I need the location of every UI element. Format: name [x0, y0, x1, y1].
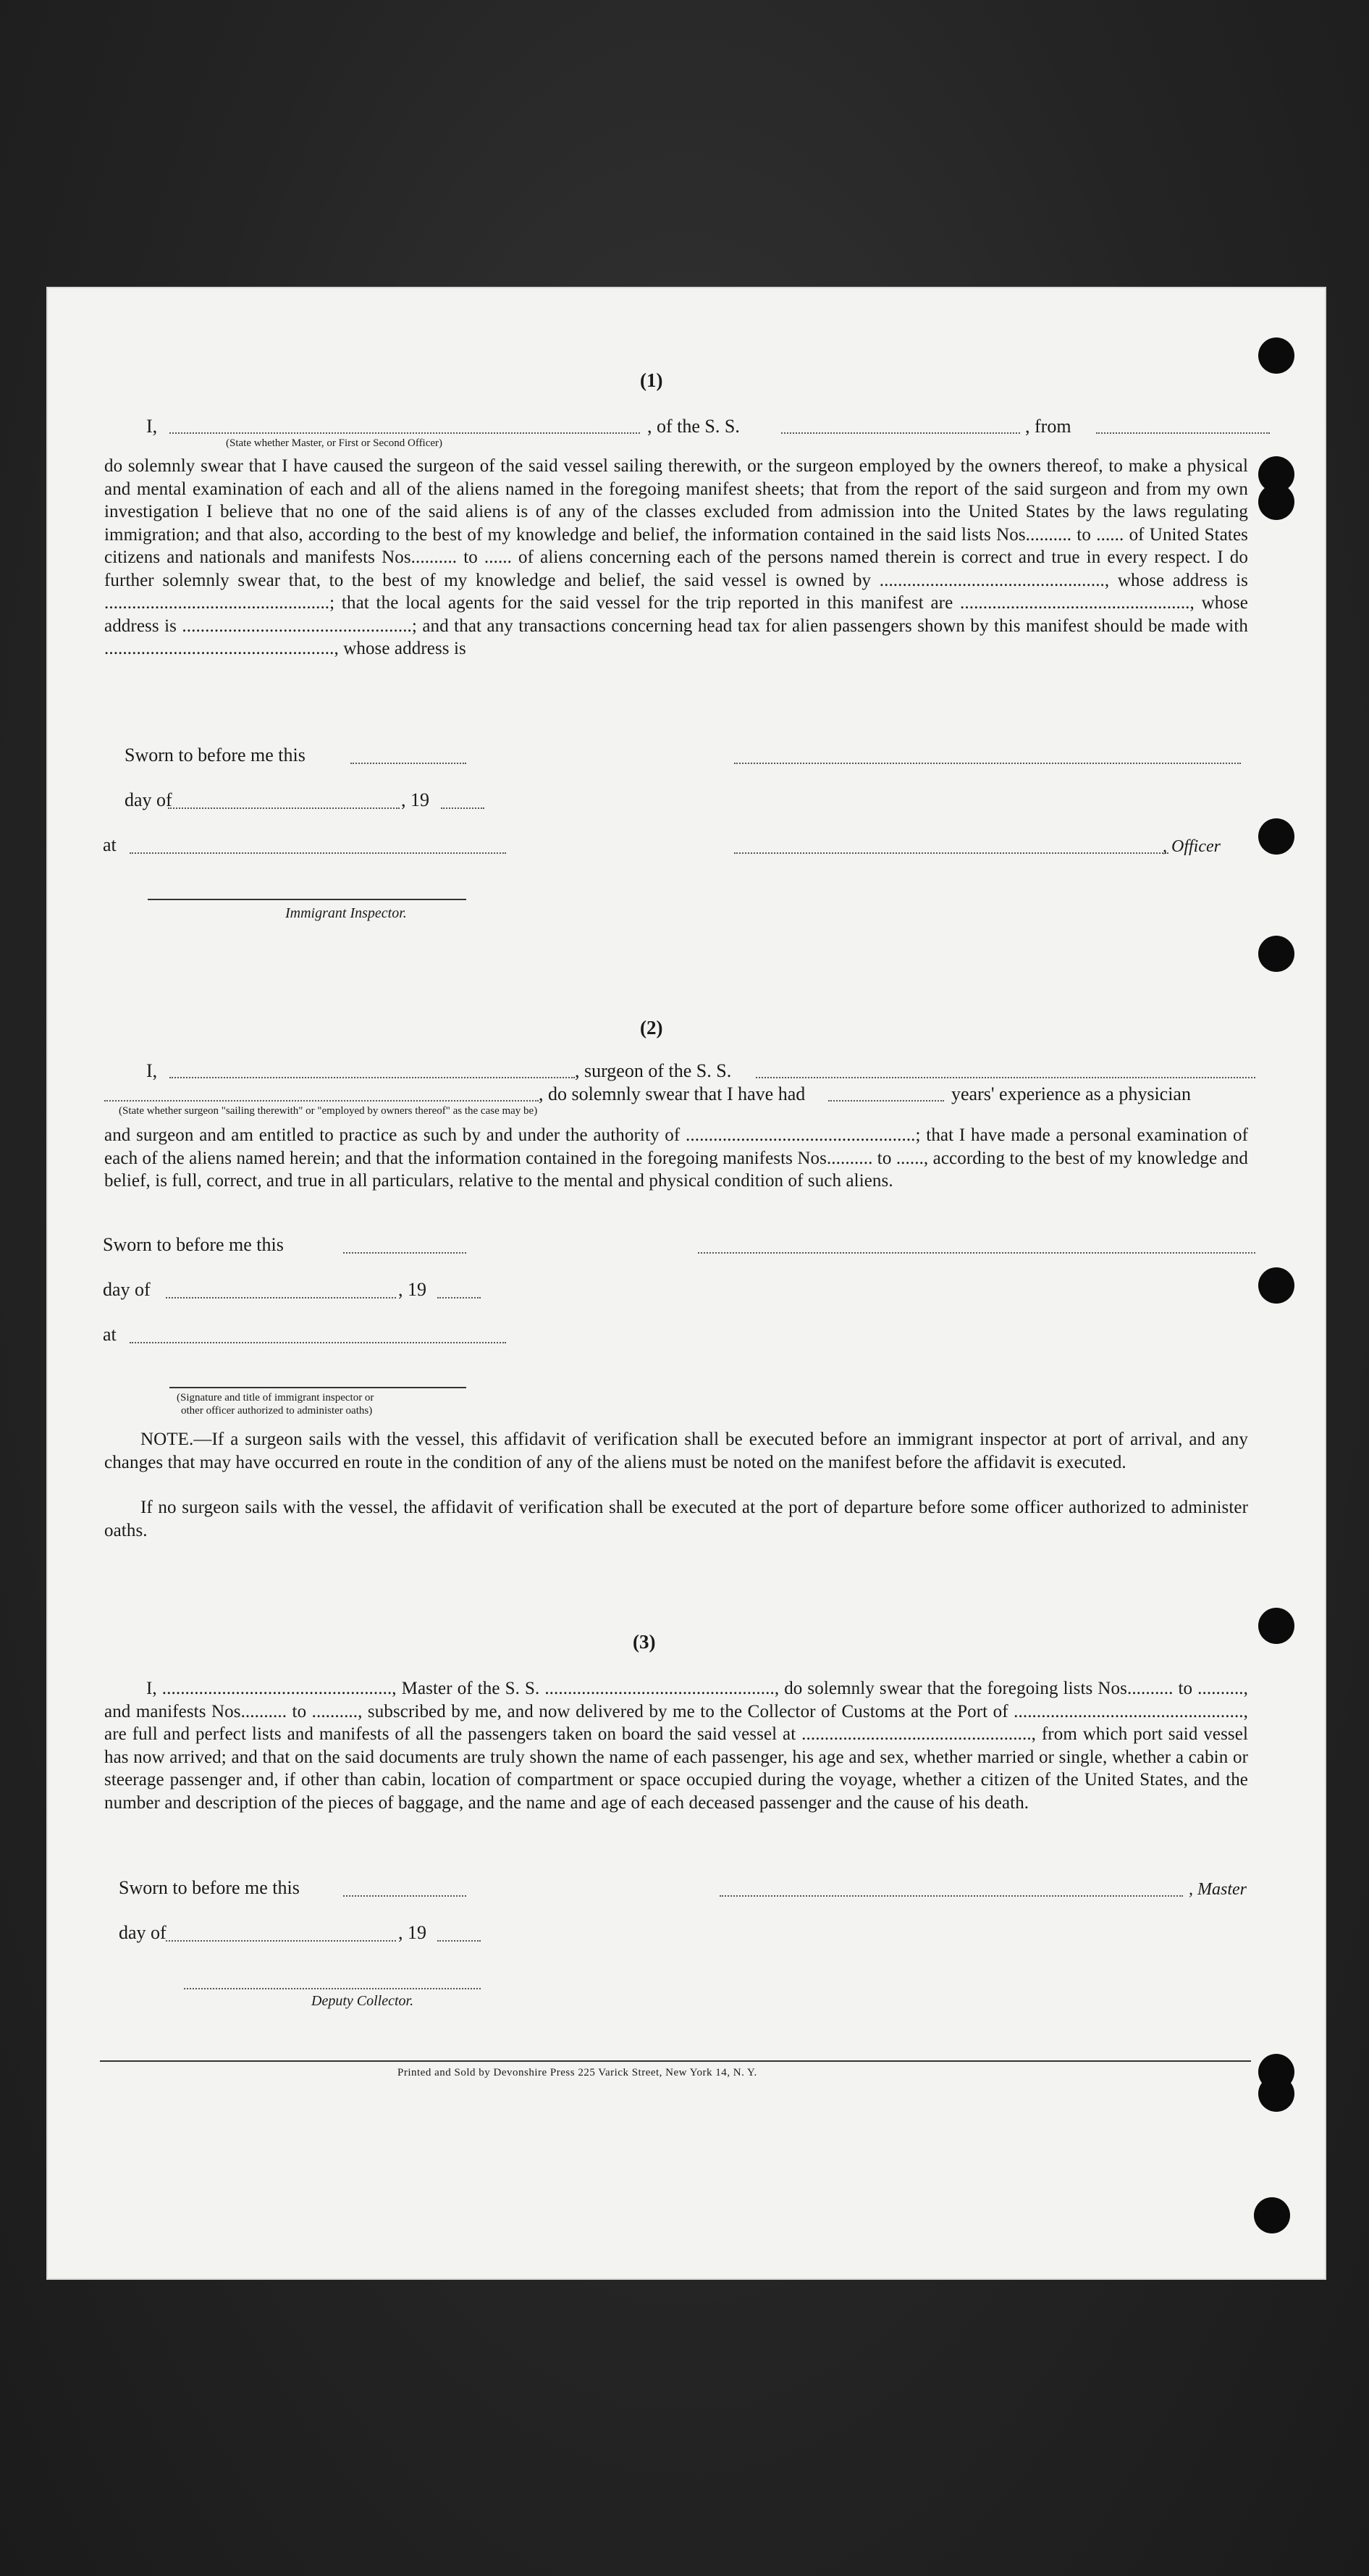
section-2-sworn-blank[interactable]: [343, 1251, 466, 1254]
punch-hole: [1258, 484, 1294, 520]
section-2-surgeon-blank[interactable]: [169, 1076, 575, 1078]
punch-hole: [1254, 2197, 1290, 2233]
section-1-officer-note: (State whether Master, or First or Second Officer): [226, 437, 443, 449]
section-1-line-from: , from: [1025, 416, 1071, 437]
section-3-oath-paragraph: I, .................................................., Master of the S. S. .................................................., do solemnly swear that the foregoing lists Nos.......... to .........., and manifests Nos.......... to .........., subscribed by me, and now delivered by me to the Collector of Customs at the Port of .................................................., are full and perfect lists and manifests of all the passengers taken on board the said vessel at .................................................., from which port said vessel has now arrived; and that on the said documents are truly shown the name of each passenger, his age and sex, whether married or single, whether a cabin or steerage passenger and, if other than cabin, location of compartment or space occupied during the voyage, whether a citizen of the United States, and the number and description of the pieces of baggage, and the name and age of each deceased passenger and the cause of his death.: [104, 1679, 1248, 1813]
section-2-role-note: (State whether surgeon "sailing therewith" or "employed by owners thereof" as the case may be): [119, 1105, 538, 1117]
section-1-line-of-ss: , of the S. S.: [647, 416, 740, 437]
section-1-officer-blank[interactable]: [169, 432, 640, 434]
section-3-year-blank[interactable]: [437, 1939, 481, 1942]
section-2-years-blank[interactable]: [828, 1099, 944, 1102]
section-2-line-years: years' experience as a physician: [951, 1083, 1191, 1104]
section-1-ship-blank[interactable]: [781, 432, 1020, 434]
section-2-ship-blank[interactable]: [756, 1076, 1255, 1078]
punch-hole: [1258, 818, 1294, 855]
section-1-day-blank[interactable]: [168, 807, 400, 809]
section-1-number: (1): [640, 369, 663, 391]
section-1-sworn: Sworn to before me this: [125, 744, 306, 765]
section-3-day-blank[interactable]: [166, 1939, 396, 1942]
section-2-sig-note-1: (Signature and title of immigrant inspector or: [177, 1392, 374, 1404]
section-2-day-blank[interactable]: [166, 1296, 396, 1299]
section-1-officer-title-blank[interactable]: [734, 852, 1168, 854]
section-1-day-of: day of: [125, 789, 172, 810]
section-3-number: (3): [633, 1631, 656, 1653]
section-1-line-i: I,: [146, 416, 158, 437]
section-2-day-of: day of: [103, 1279, 151, 1300]
section-2-line-swear: , do solemnly swear that I have had: [539, 1083, 806, 1104]
section-3-collector-line[interactable]: [184, 1987, 481, 1989]
section-2-oath-paragraph: and surgeon and am entitled to practice as such by and under the authority of ..................................................; that I have made a personal examination of each of the aliens named herein; and that the information contained in the foregoing manifests Nos.......... to ......, according to the best of my knowledge and belief, is full, correct, and true in all particulars, relative to the mental and physical condition of such aliens.: [104, 1125, 1248, 1191]
section-2-signature-blank[interactable]: [698, 1251, 1255, 1254]
section-1-at: at: [103, 834, 117, 855]
section-2-year-blank[interactable]: [437, 1296, 481, 1299]
section-2-year: , 19: [398, 1279, 426, 1300]
section-2-line-i: I,: [146, 1060, 158, 1081]
section-1-officer-label: , Officer: [1163, 837, 1221, 856]
section-3-sworn-blank[interactable]: [343, 1895, 466, 1897]
punch-hole: [1258, 1608, 1294, 1644]
section-1-signature-blank[interactable]: [734, 762, 1241, 764]
section-2-role-blank[interactable]: [104, 1099, 539, 1102]
section-1-at-blank[interactable]: [130, 852, 506, 854]
section-1-year: , 19: [401, 789, 429, 810]
section-1-oath-paragraph: do solemnly swear that I have caused the surgeon of the said vessel sailing therewith, or the surgeon employed by the owners thereof, to make a physical and mental examination of each and all of the aliens named in the foregoing manifest sheets; that from the report of the said surgeon and from my own investigation I believe that no one of the said aliens is of any of the classes excluded from admission into the United States by the laws regulating immigration; and that also, according to the best of my knowledge and belief, the information contained in the said lists Nos.......... to ...... of United States citizens and nationals and manifests Nos.......... to ...... of aliens concerning each of the persons named therein is correct and true in every respect. I do further solemnly swear that, to the best of my knowledge and belief, the said vessel is owned by ................................................., whose address is .................................................; that the local agents for the said vessel for the trip reported in this manifest are .................................................., whose address is ..................................................; and that any transactions concerning head tax for alien passengers shown by this manifest should be made with .................................................., whose address is: [104, 456, 1248, 658]
section-2-sig-note-2: other officer authorized to administer oaths): [181, 1405, 373, 1417]
section-2-no-surgeon-paragraph: If no surgeon sails with the vessel, the affidavit of verification shall be executed at the port of departure before some officer authorized to administer oaths.: [104, 1498, 1248, 1540]
section-2-line-surgeon: , surgeon of the S. S.: [575, 1060, 732, 1081]
section-3-year: , 19: [398, 1922, 426, 1943]
section-3-collector-label: Deputy Collector.: [311, 1993, 414, 2009]
bleed-through-text: [90, 301, 1284, 388]
section-3-master-blank[interactable]: [720, 1895, 1183, 1897]
punch-hole: [1258, 936, 1294, 972]
section-3-day-of: day of: [119, 1922, 167, 1943]
section-1-year-blank[interactable]: [441, 807, 484, 809]
printer-imprint: Printed and Sold by Devonshire Press 225 Varick Street, New York 14, N. Y.: [397, 2067, 757, 2078]
section-1-sworn-blank[interactable]: [350, 762, 466, 764]
section-1-inspector-line: [148, 898, 466, 900]
footer-rule: [100, 2060, 1251, 2062]
section-2-at: at: [103, 1324, 117, 1345]
section-2-note-paragraph: NOTE.—If a surgeon sails with the vessel, this affidavit of verification shall be executed before an immigrant inspector at port of arrival, and any changes that may have occurred en route in the condition of any of the aliens must be noted on the manifest before the affidavit is executed.: [104, 1430, 1248, 1472]
section-2-number: (2): [640, 1017, 663, 1039]
section-3-master-label: , Master: [1189, 1880, 1247, 1899]
manifest-form-sheet: [46, 287, 1326, 2280]
section-2-at-blank[interactable]: [130, 1341, 506, 1343]
section-1-from-blank[interactable]: [1096, 432, 1270, 434]
punch-hole: [1258, 337, 1294, 374]
section-3-sworn: Sworn to before me this: [119, 1877, 300, 1898]
section-2-sworn: Sworn to before me this: [103, 1234, 284, 1255]
section-1-inspector-label: Immigrant Inspector.: [285, 905, 407, 921]
section-2-signature-line: [169, 1386, 466, 1388]
punch-hole: [1258, 2076, 1294, 2112]
punch-hole: [1258, 1267, 1294, 1304]
